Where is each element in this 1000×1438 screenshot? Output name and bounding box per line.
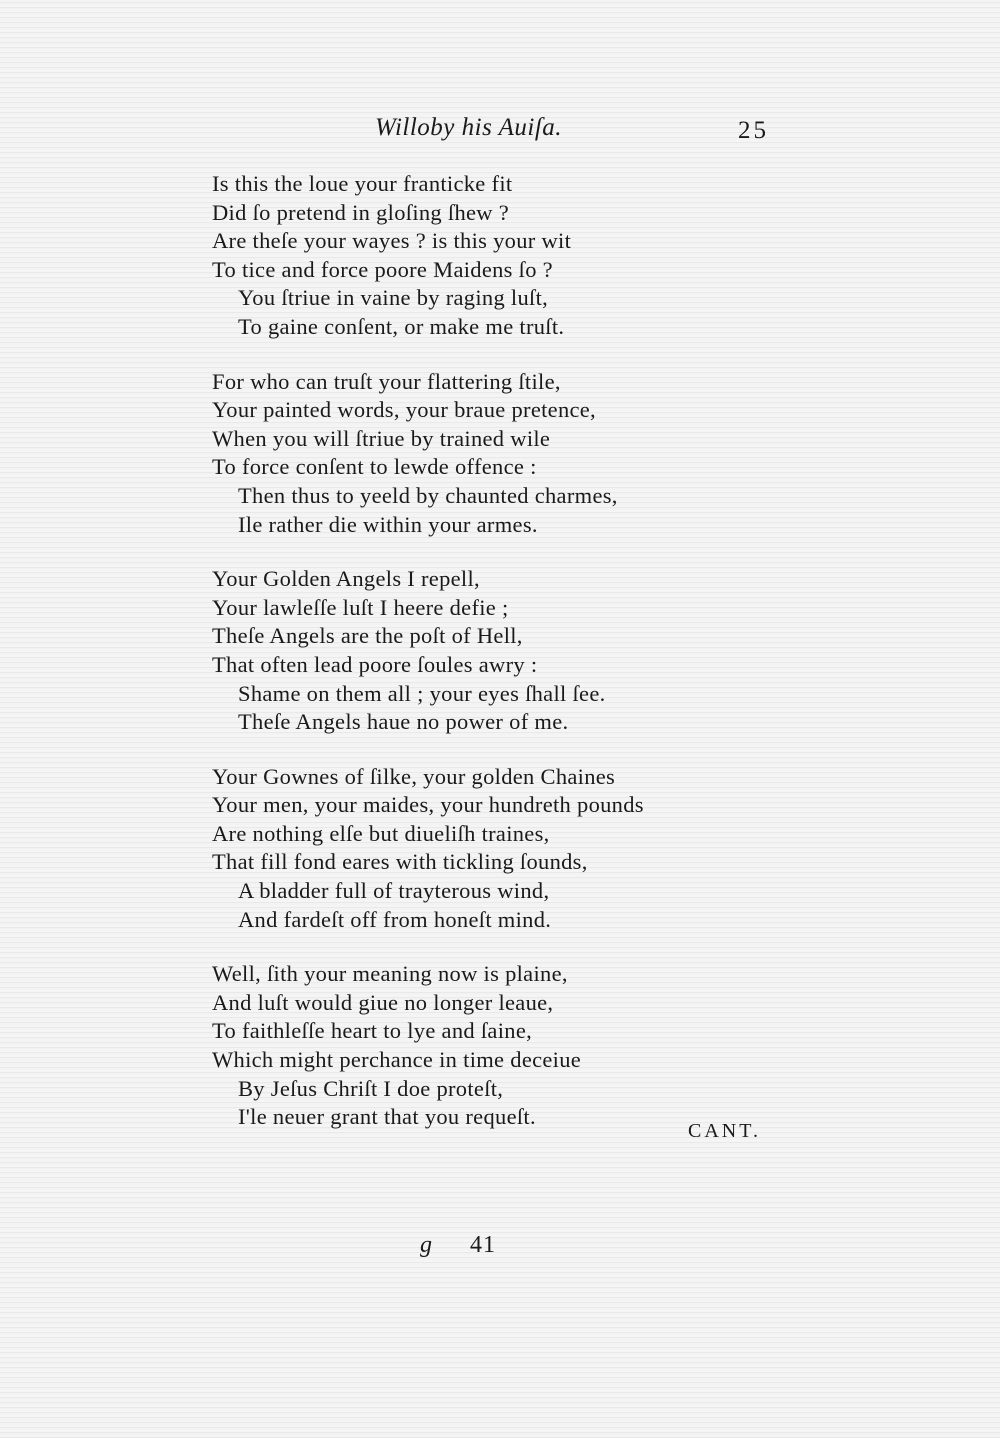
poem-line: Are nothing elſe but diueliſh traines,: [212, 820, 550, 846]
poem-line: To gaine conſent, or make me truſt.: [238, 313, 565, 339]
poem-line: Well, ſith your meaning now is plaine,: [212, 961, 568, 987]
poem-line: Which might perchance in time deceiue: [212, 1047, 582, 1073]
poem-line: Shame on them all ; your eyes ſhall ſee.: [238, 680, 606, 706]
poem-line: And luſt would giue no longer leaue,: [212, 989, 554, 1015]
signature-line: [420, 1232, 496, 1259]
poem-line: Then thus to yeeld by chaunted charmes,: [238, 482, 618, 508]
stanza: [212, 960, 792, 1132]
stanza: [212, 763, 792, 935]
poem-body: [212, 170, 792, 1158]
poem-line: Your painted words, your braue pretence,: [212, 397, 596, 423]
poem-line: For who can truſt your flattering ſtile,: [212, 368, 561, 394]
poem-line: To force conſent to lewde offence :: [212, 454, 537, 480]
poem-line: Are theſe your wayes ? is this your wit: [212, 228, 572, 254]
running-title: Willoby his Auiſa.: [375, 114, 563, 141]
catchword: CANT.: [688, 1120, 761, 1142]
poem-line: That fill fond eares with tickling ſounds,: [212, 849, 588, 875]
poem-line: A bladder full of trayterous wind,: [238, 878, 550, 904]
poem-line: To faithleſſe heart to lye and ſaine,: [212, 1018, 533, 1044]
poem-line: By Jeſus Chriſt I doe proteſt,: [238, 1075, 504, 1101]
poem-line: When you will ſtriue by trained wile: [212, 425, 551, 451]
poem-line: Your men, your maides, your hundreth pounds: [212, 792, 644, 818]
signature-mark: g: [420, 1232, 432, 1258]
poem-line: I'le neuer grant that you requeſt.: [238, 1104, 536, 1130]
poem-line: Is this the loue your franticke fit: [212, 171, 513, 196]
poem-line: Theſe Angels haue no power of me.: [238, 709, 569, 735]
poem-line: That often lead poore ſoules awry :: [212, 651, 538, 677]
poem-line: You ſtriue in vaine by raging luſt,: [238, 285, 549, 311]
poem-line: Your lawleſſe luſt I heere defie ;: [212, 594, 509, 620]
poem-line: To tice and force poore Maidens ſo ?: [212, 256, 553, 282]
poem-line: Ile rather die within your armes.: [238, 511, 538, 537]
poem-line: Your Golden Angels I repell,: [212, 566, 480, 592]
stanza: [212, 170, 792, 342]
poem-line: And fardeſt off from honeſt mind.: [238, 906, 552, 932]
poem-line: Your Gownes of ſilke, your golden Chaines: [212, 763, 616, 789]
sheet-number: 41: [470, 1232, 496, 1258]
page-number: 25: [738, 117, 769, 144]
stanza: [212, 565, 792, 737]
stanza: [212, 368, 792, 540]
poem-line: Did ſo pretend in gloſing ſhew ?: [212, 199, 510, 225]
poem-line: Theſe Angels are the poſt of Hell,: [212, 623, 523, 649]
